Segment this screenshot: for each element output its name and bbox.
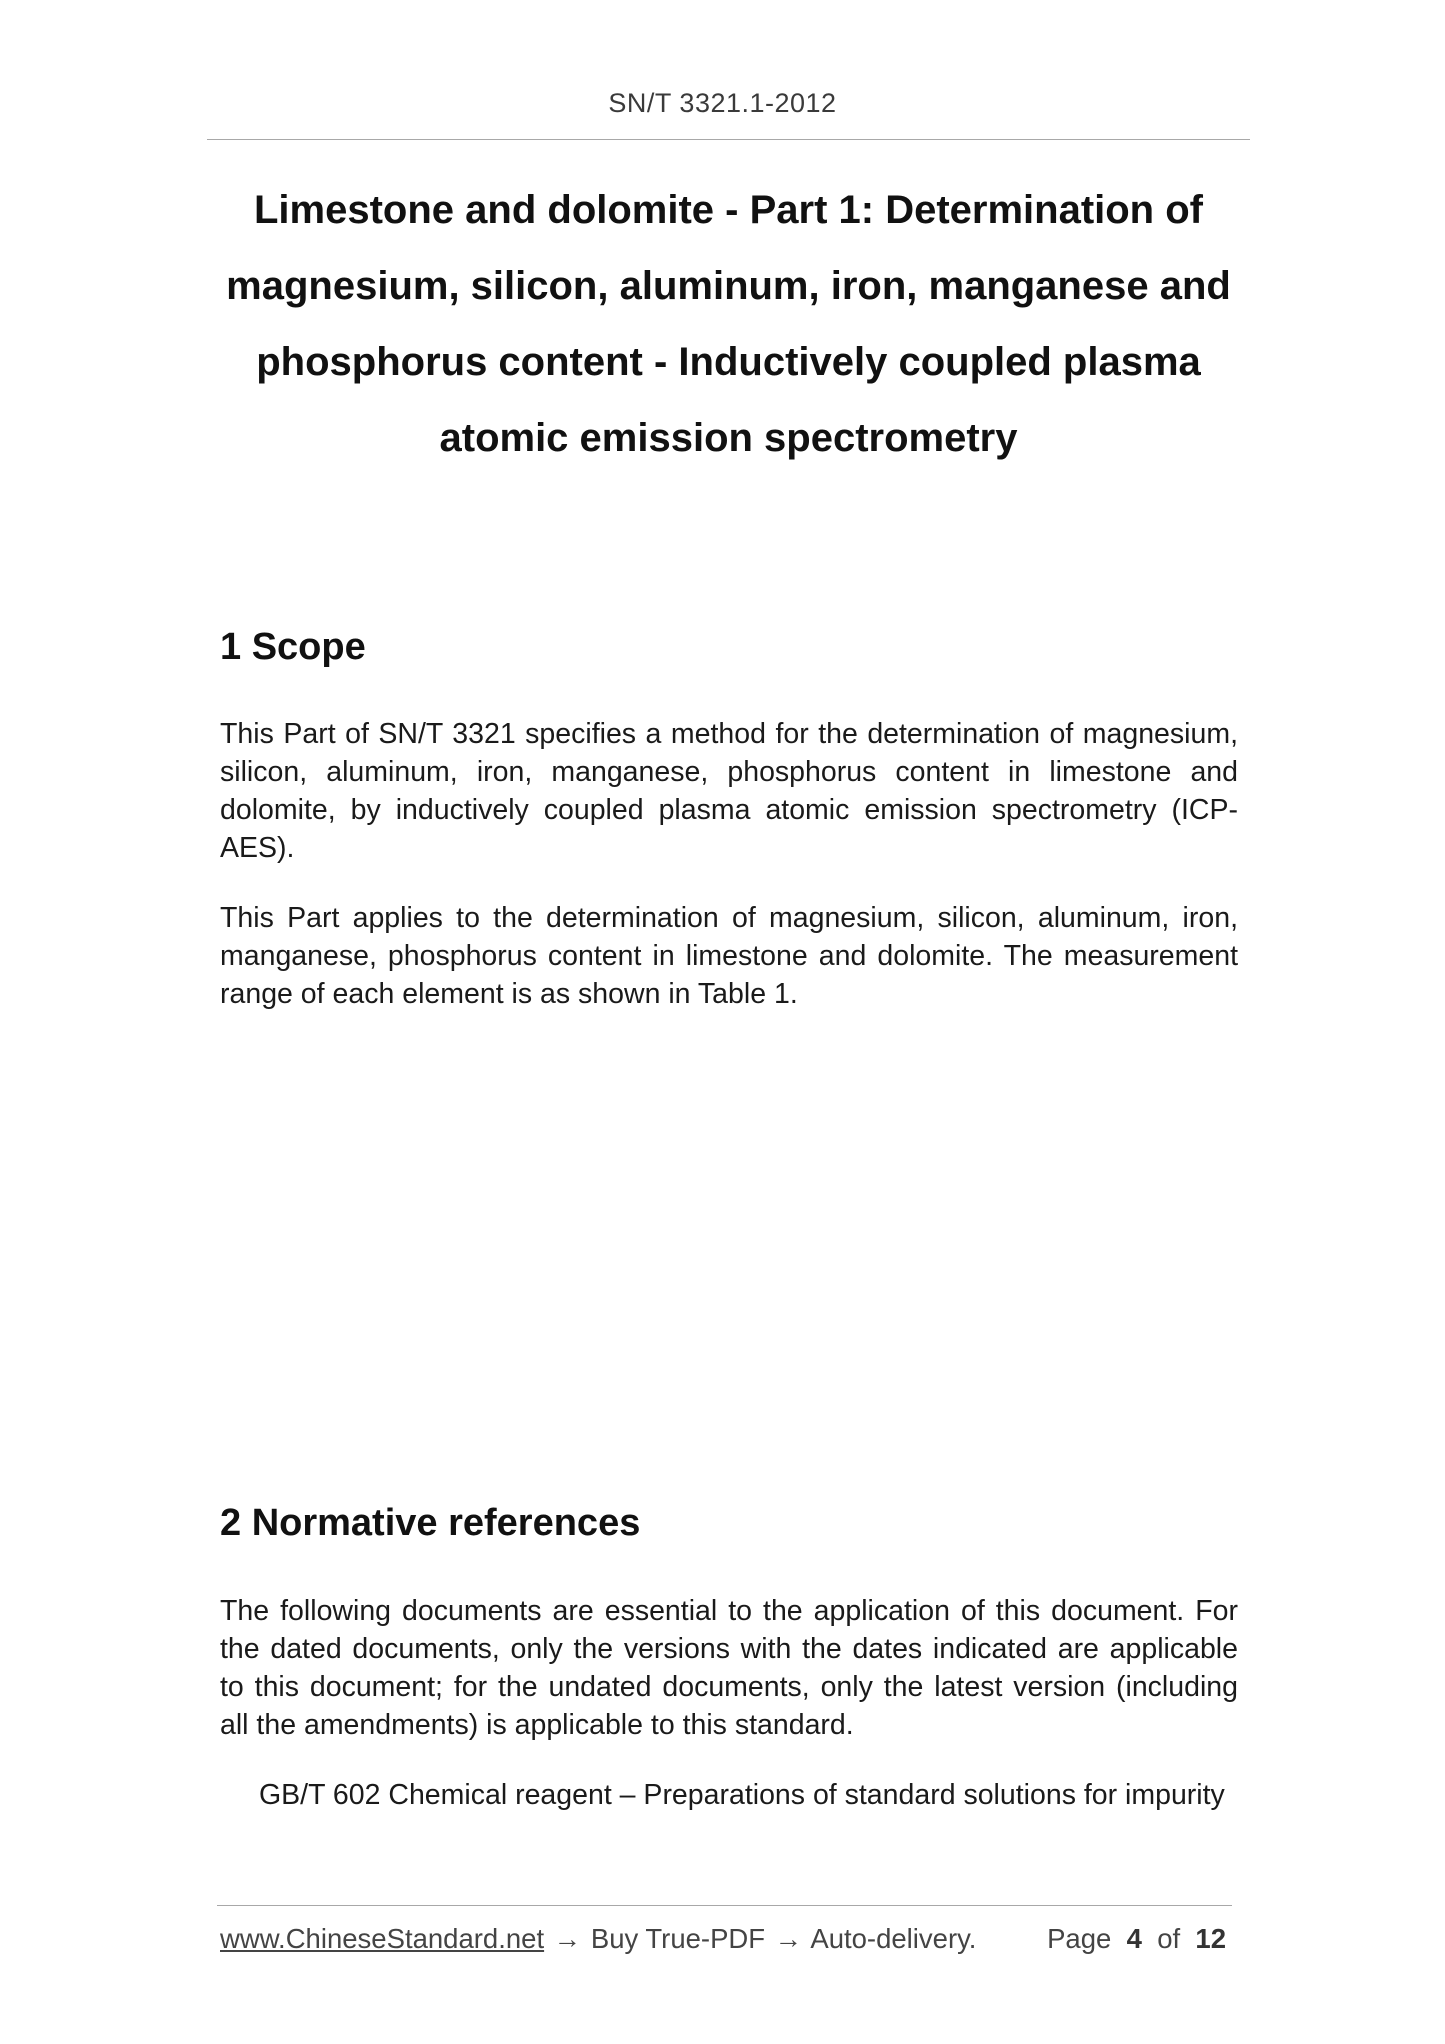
website-link[interactable]: www.ChineseStandard.net — [220, 1923, 545, 1954]
arrow-right-icon: → — [774, 1923, 803, 1954]
page-label: Page — [1047, 1923, 1112, 1954]
section-heading-scope: 1 Scope — [220, 626, 366, 668]
reference-item-gbt-602: GB/T 602 Chemical reagent – Preparations of standard solutions for impurity — [259, 1779, 1225, 1811]
title-line: Limestone and dolomite - Part 1: Determination of — [254, 188, 1203, 232]
page-of-label: of — [1157, 1923, 1181, 1954]
section-heading-normative-references: 2 Normative references — [220, 1502, 641, 1544]
page-footer — [220, 1923, 1232, 1955]
page-indicator — [1047, 1923, 1226, 1955]
arrow-right-icon: → — [553, 1923, 582, 1954]
delivery-text: Auto-delivery. — [810, 1923, 977, 1954]
page-current: 4 — [1126, 1923, 1142, 1954]
scope-paragraph-2: This Part applies to the determination of magnesium, silicon, aluminum, iron, manganese, phosphorus content in limestone and dolomite. The measurement range of each element is as shown in Table 1. — [220, 902, 1238, 1010]
title-line: atomic emission spectrometry — [439, 416, 1018, 460]
title-line: phosphorus content - Inductively coupled plasma — [256, 340, 1201, 384]
page-header-doc-code: SN/T 3321.1-2012 — [608, 88, 837, 118]
header-divider — [207, 139, 1250, 140]
scope-paragraph-1: This Part of SN/T 3321 specifies a method for the determination of magnesium, silicon, aluminum, iron, manganese, phosphorus content in limestone and dolomite, by inductively coupled plasma atomic emission spectrometry (ICP-AES). — [220, 718, 1238, 864]
footer-divider — [217, 1905, 1232, 1906]
document-title — [207, 172, 1250, 476]
buy-text: Buy True-PDF — [590, 1923, 766, 1954]
normative-references-paragraph: The following documents are essential to the application of this document. For the dated documents, only the versions with the dates indicated are applicable to this document; for the undated documents, only the latest version (including all the amendments) is applicable to this standard. — [220, 1595, 1238, 1741]
page-total: 12 — [1195, 1923, 1226, 1954]
title-line: magnesium, silicon, aluminum, iron, manganese and — [226, 264, 1231, 308]
